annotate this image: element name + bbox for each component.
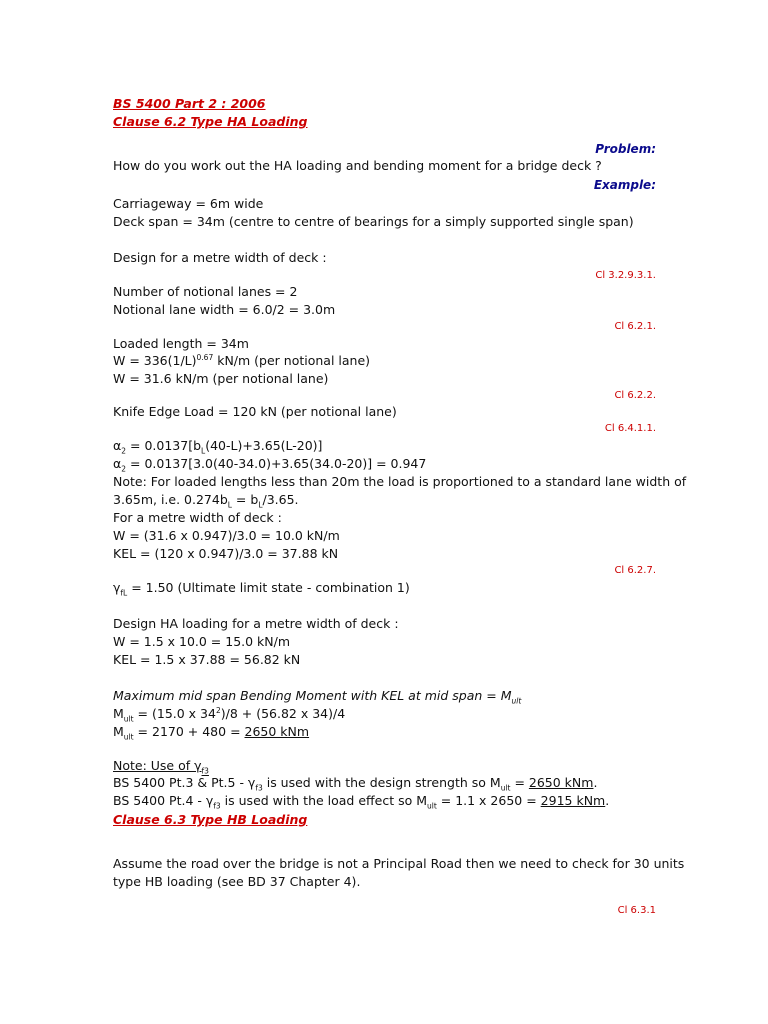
alpha-formula-line: $\alpha_2 = 0.0137[b_L(40-L)+3.65(L-20)]$	[113, 438, 323, 456]
clause-ref: Cl 3.2.9.3.1.	[595, 270, 656, 281]
w-value-line: W = 31.6 kN/m (per notional lane)	[113, 371, 329, 386]
clause-heading-6-3: Clause 6.3 Type HB Loading	[113, 812, 308, 827]
w-design-line: W = 1.5 x 10.0 = 15.0 kN/m	[113, 634, 291, 649]
problem-text: How do you work out the HA loading and bending moment for a bridge deck ?	[113, 158, 602, 173]
note-gamma-f3-line: Note: Use of $\gamma_{f3}$	[113, 758, 209, 776]
clause-ref: Cl 6.4.1.1.	[604, 423, 656, 434]
w-factored-line: W = (31.6 x 0.947)/3.0 = 10.0 kN/m	[113, 528, 340, 543]
metre-width-line: For a metre width of deck :	[113, 510, 282, 525]
design-ha-line: Design HA loading for a metre width of deck :	[113, 616, 399, 631]
clause-ref: Cl 6.3.1	[617, 905, 656, 916]
note-line-1: Note: For loaded lengths less than 20m the load is proportioned to a standard lane width of	[113, 474, 687, 489]
clause-heading-6-2: Clause 6.2 Type HA Loading	[113, 114, 308, 129]
alpha-value-line: $\alpha_2 = 0.0137[3.0(40-34.0)+3.65(34.0-20)] = 0.947$	[113, 456, 427, 474]
clause-ref: Cl 6.2.7.	[614, 565, 656, 576]
mult-formula-line: $M_{ult} = (15.0$ x $34^2)/8 + (56.82$ x 34)/4	[113, 705, 346, 724]
kel-factored-line: KEL = (120 x 0.947)/3.0 = 37.88 kN	[113, 546, 339, 561]
carriageway-line: Carriageway = 6m wide	[113, 196, 264, 211]
note-line-2: 3.65m, i.e. $0.274b_L = b_L/3.65$.	[113, 492, 299, 510]
mult-value-line: $M_{ult} = 2170 + 480 = 2650$ kNm	[113, 724, 310, 742]
loaded-length-line: Loaded length = 34m	[113, 336, 249, 351]
pt4-line: BS 5400 $Pt.4 - \gamma_{f3}$ is used with the load effect so $M_{ult} = 1.1$ x 2650 = 2915 kNm.	[113, 793, 610, 811]
kel-line: Knife Edge Load = 120 kN (per notional lane)	[113, 404, 397, 419]
lane-width-line: Notional lane width = 6.0/2 = 3.0m	[113, 302, 336, 317]
w-formula-line: $W = 336(1/L)^{0.67}$ kN/m (per notional lane)	[113, 352, 371, 368]
kel-design-line: KEL = 1.5 x 37.88 = 56.82 kN	[113, 652, 301, 667]
lanes-line: Number of notional lanes = 2	[113, 284, 298, 299]
pt3-line: BS 5400 Pt.3 & $Pt.5 - \gamma_{f3}$ is used with the design strength so $M_{ult} = 2650$ kNm.	[113, 775, 598, 793]
deck-span-line: Deck span = 34m (centre to centre of bearings for a simply supported single span)	[113, 214, 634, 229]
bm-heading-line: Maximum mid span Bending Moment with KEL at mid span = $M_{ult}$	[113, 688, 522, 706]
problem-label: Problem:	[595, 142, 656, 156]
clause-ref: Cl 6.2.1.	[614, 321, 656, 332]
standard-heading: BS 5400 Part 2 : 2006	[113, 96, 266, 111]
gamma-fl-line: $\gamma_{fL} = 1.50$ (Ultimate limit state - combination 1)	[113, 580, 410, 598]
example-label: Example:	[593, 178, 656, 192]
assume-line-1: Assume the road over the bridge is not a Principal Road then we need to check for 30 units	[113, 856, 685, 871]
design-width-line: Design for a metre width of deck :	[113, 250, 327, 265]
clause-ref: Cl 6.2.2.	[614, 390, 656, 401]
assume-line-2: type HB loading (see BD 37 Chapter 4).	[113, 874, 361, 889]
